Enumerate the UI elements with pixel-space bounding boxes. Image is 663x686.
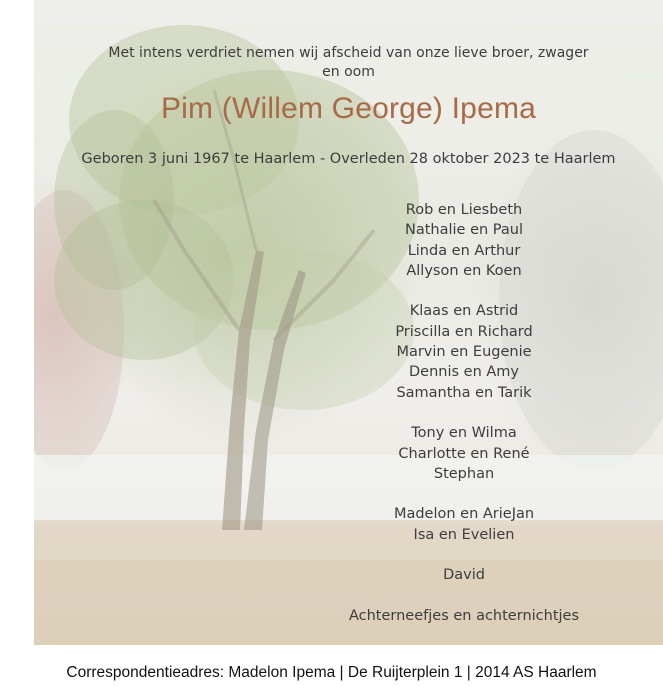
relative-name: Madelon en ArieJan <box>393 506 535 523</box>
relatives-list <box>304 200 624 626</box>
intro-text <box>34 44 663 82</box>
birth-death-dates: Geboren 3 juni 1967 te Haarlem - Overleden 28 oktober 2023 te Haarlem <box>81 151 616 167</box>
relative-name: Tony en Wilma <box>411 425 517 442</box>
group-spacer <box>304 586 624 606</box>
relative-name: Dennis en Amy <box>408 364 519 381</box>
relative-name: Priscilla en Richard <box>395 323 533 340</box>
relative-name: Achterneefjes en achternichtjes <box>348 607 580 624</box>
relative-name: David <box>443 567 485 584</box>
memorial-card <box>34 0 663 645</box>
relative-name: Charlotte en René <box>398 445 530 462</box>
group-spacer <box>304 484 624 504</box>
group-spacer <box>304 403 624 423</box>
relative-name: Marvin en Eugenie <box>396 344 532 361</box>
relative-name: Stephan <box>433 465 495 482</box>
deceased-name: Pim (Willem George) Ipema <box>160 92 537 125</box>
group-spacer <box>304 545 624 565</box>
relative-name: Nathalie en Paul <box>405 222 523 239</box>
relative-name: Isa en Evelien <box>413 526 515 543</box>
relative-name: Rob en Liesbeth <box>405 202 523 218</box>
relative-name: Samantha en Tarik <box>396 384 532 401</box>
group-spacer <box>304 281 624 301</box>
relative-name: Klaas en Astrid <box>409 303 519 320</box>
relative-name: Linda en Arthur <box>407 242 521 259</box>
intro-line-1: Met intens verdriet nemen wij afscheid van onze lieve broer, zwager <box>108 45 589 61</box>
intro-line-2: en oom <box>322 64 375 80</box>
correspondence-address: Correspondentieadres: Madelon Ipema | De Ruijterplein 1 | 2014 AS Haarlem <box>66 664 597 681</box>
relative-name: Allyson en Koen <box>406 262 522 279</box>
